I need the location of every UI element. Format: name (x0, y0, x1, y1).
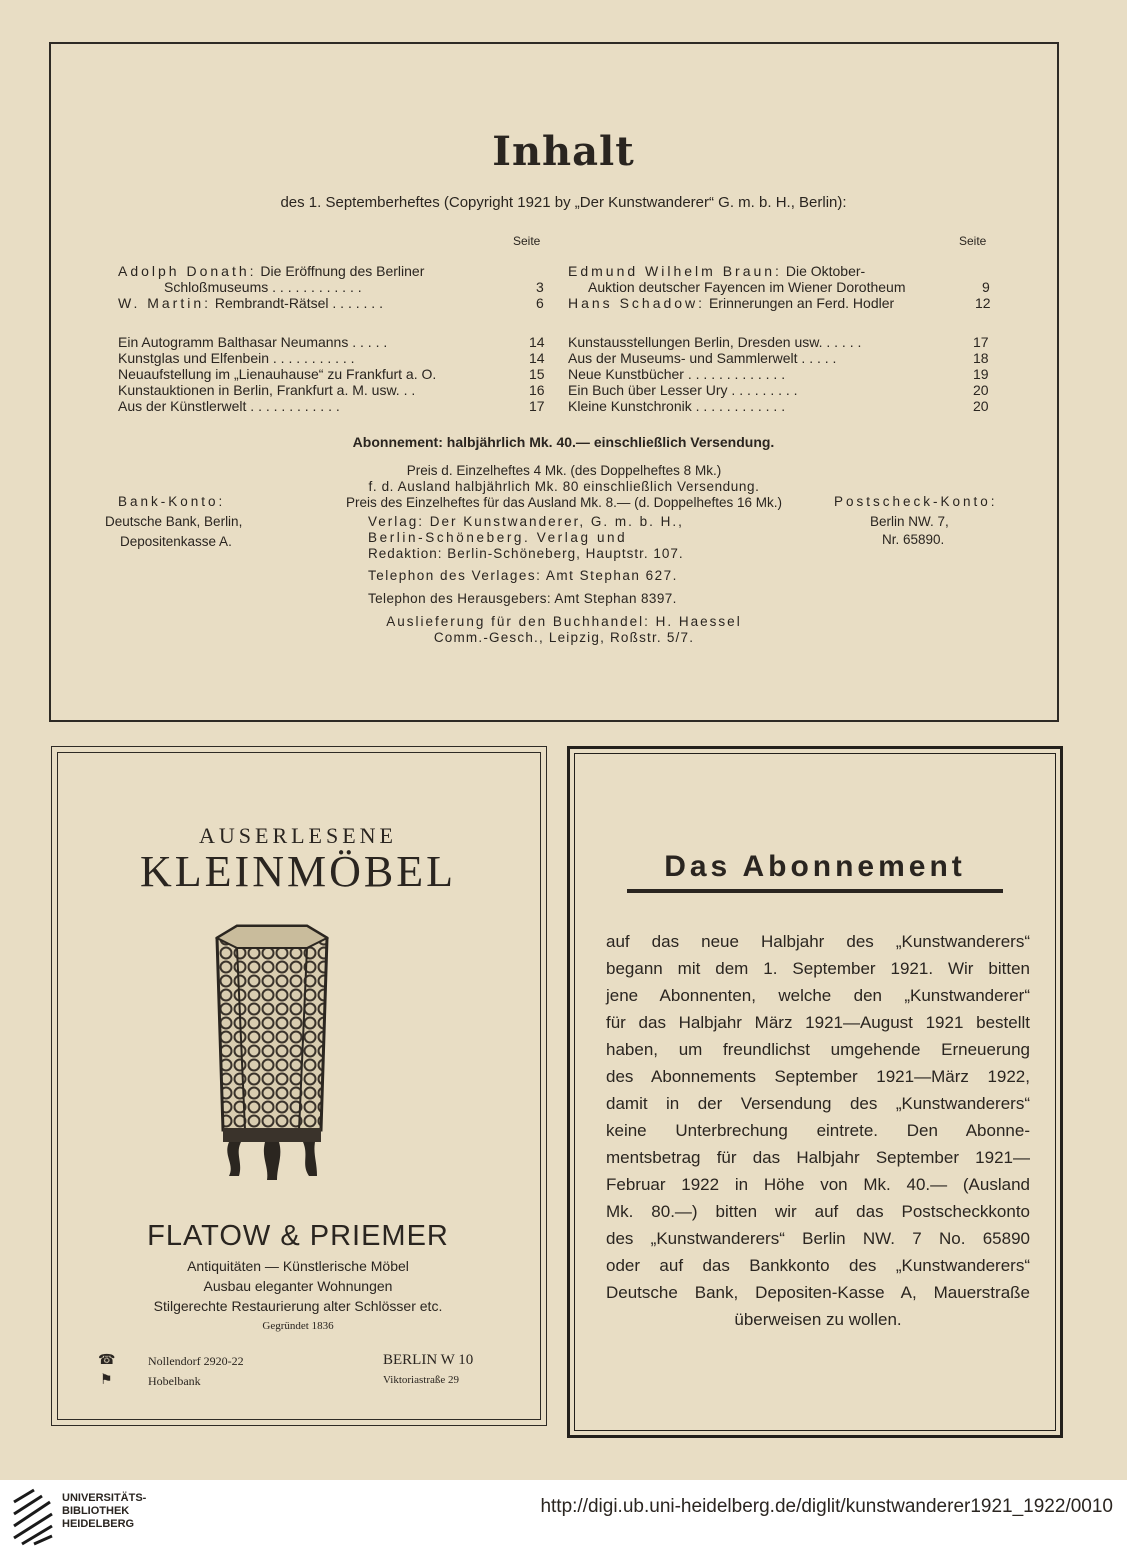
info-line: Berlin-Schöneberg. Verlag und (368, 530, 628, 545)
ad-city: BERLIN W 10 (383, 1352, 474, 1368)
ad-line: Stilgerechte Restaurierung alter Schlösser etc. (153, 1298, 443, 1314)
toc-entry: Kunstauktionen in Berlin, Frankfurt a. M. usw. . . (118, 382, 416, 398)
subscription-text-line: damit in der Versendung des „Kunstwanderers“ (606, 1094, 1030, 1113)
toc-page-number: 6 (536, 295, 544, 311)
toc-entry: Ein Buch über Lesser Ury . . . . . . . . . (568, 382, 798, 398)
info-line: Verlag: Der Kunstwanderer, G. m. b. H., (368, 514, 684, 529)
seite-label-left: Seite (513, 234, 541, 248)
bank-account-line: Deutsche Bank, Berlin, (105, 514, 243, 529)
toc-page-number: 16 (529, 382, 545, 398)
subscription-text-line: Deutsche Bank, Depositen-Kasse A, Mauerstraße (606, 1283, 1030, 1302)
toc-entry-continued: Auktion deutscher Fayencen im Wiener Dorotheum (588, 279, 906, 295)
toc-entry: Aus der Künstlerwelt . . . . . . . . . . . . (118, 398, 340, 414)
info-line: Auslieferung für den Buchhandel: H. Haessel (386, 614, 742, 629)
info-line: Telephon des Herausgebers: Amt Stephan 8397. (368, 591, 677, 606)
toc-entry: Aus der Museums- und Sammlerwelt . . . . . (568, 350, 837, 366)
bank-account-label: Bank-Konto: (118, 494, 226, 509)
toc-page-number: 18 (973, 350, 989, 366)
toc-entry: W. Martin: Rembrandt-Rätsel . . . . . . . (118, 295, 383, 311)
source-url-link[interactable]: http://digi.ub.uni-heidelberg.de/diglit/kunstwanderer1921_1922/0010 (540, 1496, 1113, 1517)
ad-founded: Gegründet 1836 (262, 1320, 334, 1332)
library-name: UNIVERSITÄTS- BIBLIOTHEK HEIDELBERG (62, 1492, 147, 1530)
toc-entry: Ein Autogramm Balthasar Neumanns . . . . . (118, 334, 388, 350)
subscription-text-line: des „Kunstwanderers“ Berlin NW. 7 No. 65890 (606, 1229, 1030, 1248)
toc-entry: Kunstausstellungen Berlin, Dresden usw. . . . . . (568, 334, 862, 350)
toc-page-number: 14 (529, 334, 545, 350)
ad-kicker: AUSERLESENE (199, 823, 397, 848)
toc-entry: Neuaufstellung im „Lienauhause“ zu Frankfurt a. O. (118, 366, 437, 382)
info-line: Redaktion: Berlin-Schöneberg, Hauptstr. 107. (368, 546, 684, 561)
toc-page-number: 15 (529, 366, 545, 382)
toc-entry: Neue Kunstbücher . . . . . . . . . . . . . (568, 366, 786, 382)
ad-line: Antiquitäten — Künstlerische Möbel (187, 1258, 409, 1274)
subscription-text-line: mentsbetrag für das Halbjahr September 1921— (606, 1148, 1030, 1167)
seite-label-right: Seite (959, 234, 987, 248)
info-line: Preis d. Einzelheftes 4 Mk. (des Doppelheftes 8 Mk.) (406, 463, 722, 478)
info-line: Comm.-Gesch., Leipzig, Roßstr. 5/7. (433, 630, 695, 645)
footer-bar (0, 1480, 1127, 1559)
subscription-text-line: begann mit dem 1. September 1921. Wir bitten (606, 959, 1030, 978)
subscription-text (606, 928, 1030, 1333)
toc-page-number: 20 (973, 382, 989, 398)
toc-entry: Hans Schadow: Erinnerungen an Ferd. Hodler (568, 295, 895, 311)
toc-page-number: 17 (529, 398, 545, 414)
vase-illustration (205, 918, 339, 1188)
abonnement-line: Abonnement: halbjährlich Mk. 40.— einschließlich Versendung. (352, 434, 775, 450)
toc-page-number: 14 (529, 350, 545, 366)
postscheck-label: Postscheck-Konto: (834, 494, 998, 509)
toc-entry: Kunstglas und Elfenbein . . . . . . . . . . . (118, 350, 355, 366)
subscription-text-line: des Abonnements September 1921—März 1922, (606, 1067, 1030, 1086)
toc-page-number: 12 (975, 295, 991, 311)
toc-entry: Edmund Wilhelm Braun: Die Oktober- (568, 263, 866, 279)
ad-company: FLATOW & PRIEMER (147, 1220, 449, 1252)
postscheck-line: Nr. 65890. (882, 532, 945, 547)
subscription-text-line: für das Halbjahr März 1921—August 1921 bestellt (606, 1013, 1030, 1032)
ad-phone: Nollendorf 2920-22 (148, 1354, 244, 1368)
toc-page-number: 20 (973, 398, 989, 414)
toc-page-number: 3 (536, 279, 544, 295)
toc-entry-continued: Schloßmuseums . . . . . . . . . . . . (164, 279, 362, 295)
toc-entry: Kleine Kunstchronik . . . . . . . . . . . . (568, 398, 786, 414)
subscription-text-line: überweisen zu wollen. (734, 1310, 902, 1329)
toc-entry: Adolph Donath: Die Eröffnung des Berliner (118, 263, 425, 279)
contents-title: Inhalt (492, 128, 635, 175)
subscription-heading: Das Abonnement (664, 850, 966, 883)
contents-subtitle: des 1. Septemberheftes (Copyright 1921 by „Der Kunstwanderer“ G. m. b. H., Berlin): (280, 194, 847, 211)
ad-line: Ausbau eleganter Wohnungen (203, 1278, 393, 1294)
postscheck-line: Berlin NW. 7, (870, 514, 949, 529)
ad-headline: KLEINMÖBEL (140, 847, 456, 896)
toc-page-number: 9 (982, 279, 990, 295)
subscription-text-line: jene Abonnenten, welche den „Kunstwanderer“ (606, 986, 1030, 1005)
toc-page-number: 17 (973, 334, 989, 350)
library-logo-icon (10, 1488, 56, 1546)
subscription-text-line: Mk. 80.—) bitten wir auf das Postscheckkonto (606, 1202, 1030, 1221)
ad-telegram: Hobelbank (148, 1374, 201, 1388)
subscription-text-line: oder auf das Bankkonto des „Kunstwanderers“ (606, 1256, 1030, 1275)
ad-street: Viktoriastraße 29 (383, 1374, 460, 1386)
subscription-text-line: haben, um freundlichst umgehende Erneuerung (606, 1040, 1030, 1059)
subscription-text-line: auf das neue Halbjahr des „Kunstwanderers“ (606, 932, 1030, 951)
heading-underline (627, 889, 1003, 893)
info-line: Telephon des Verlages: Amt Stephan 627. (368, 568, 678, 583)
bank-account-line: Depositenkasse A. (120, 534, 232, 549)
subscription-text-line: keine Unterbrechung eintrete. Den Abonne- (606, 1121, 1030, 1140)
info-line: Preis des Einzelheftes für das Ausland Mk. 8.— (d. Doppelheftes 16 Mk.) (346, 495, 782, 510)
telephone-icon: ☎ (98, 1352, 116, 1368)
info-line: f. d. Ausland halbjährlich Mk. 80 einschließlich Versendung. (368, 479, 760, 494)
toc-page-number: 19 (973, 366, 989, 382)
telegram-icon: ⚑ (100, 1372, 113, 1388)
subscription-text-line: Februar 1922 in Höhe von Mk. 40.— (Ausland (606, 1175, 1030, 1194)
